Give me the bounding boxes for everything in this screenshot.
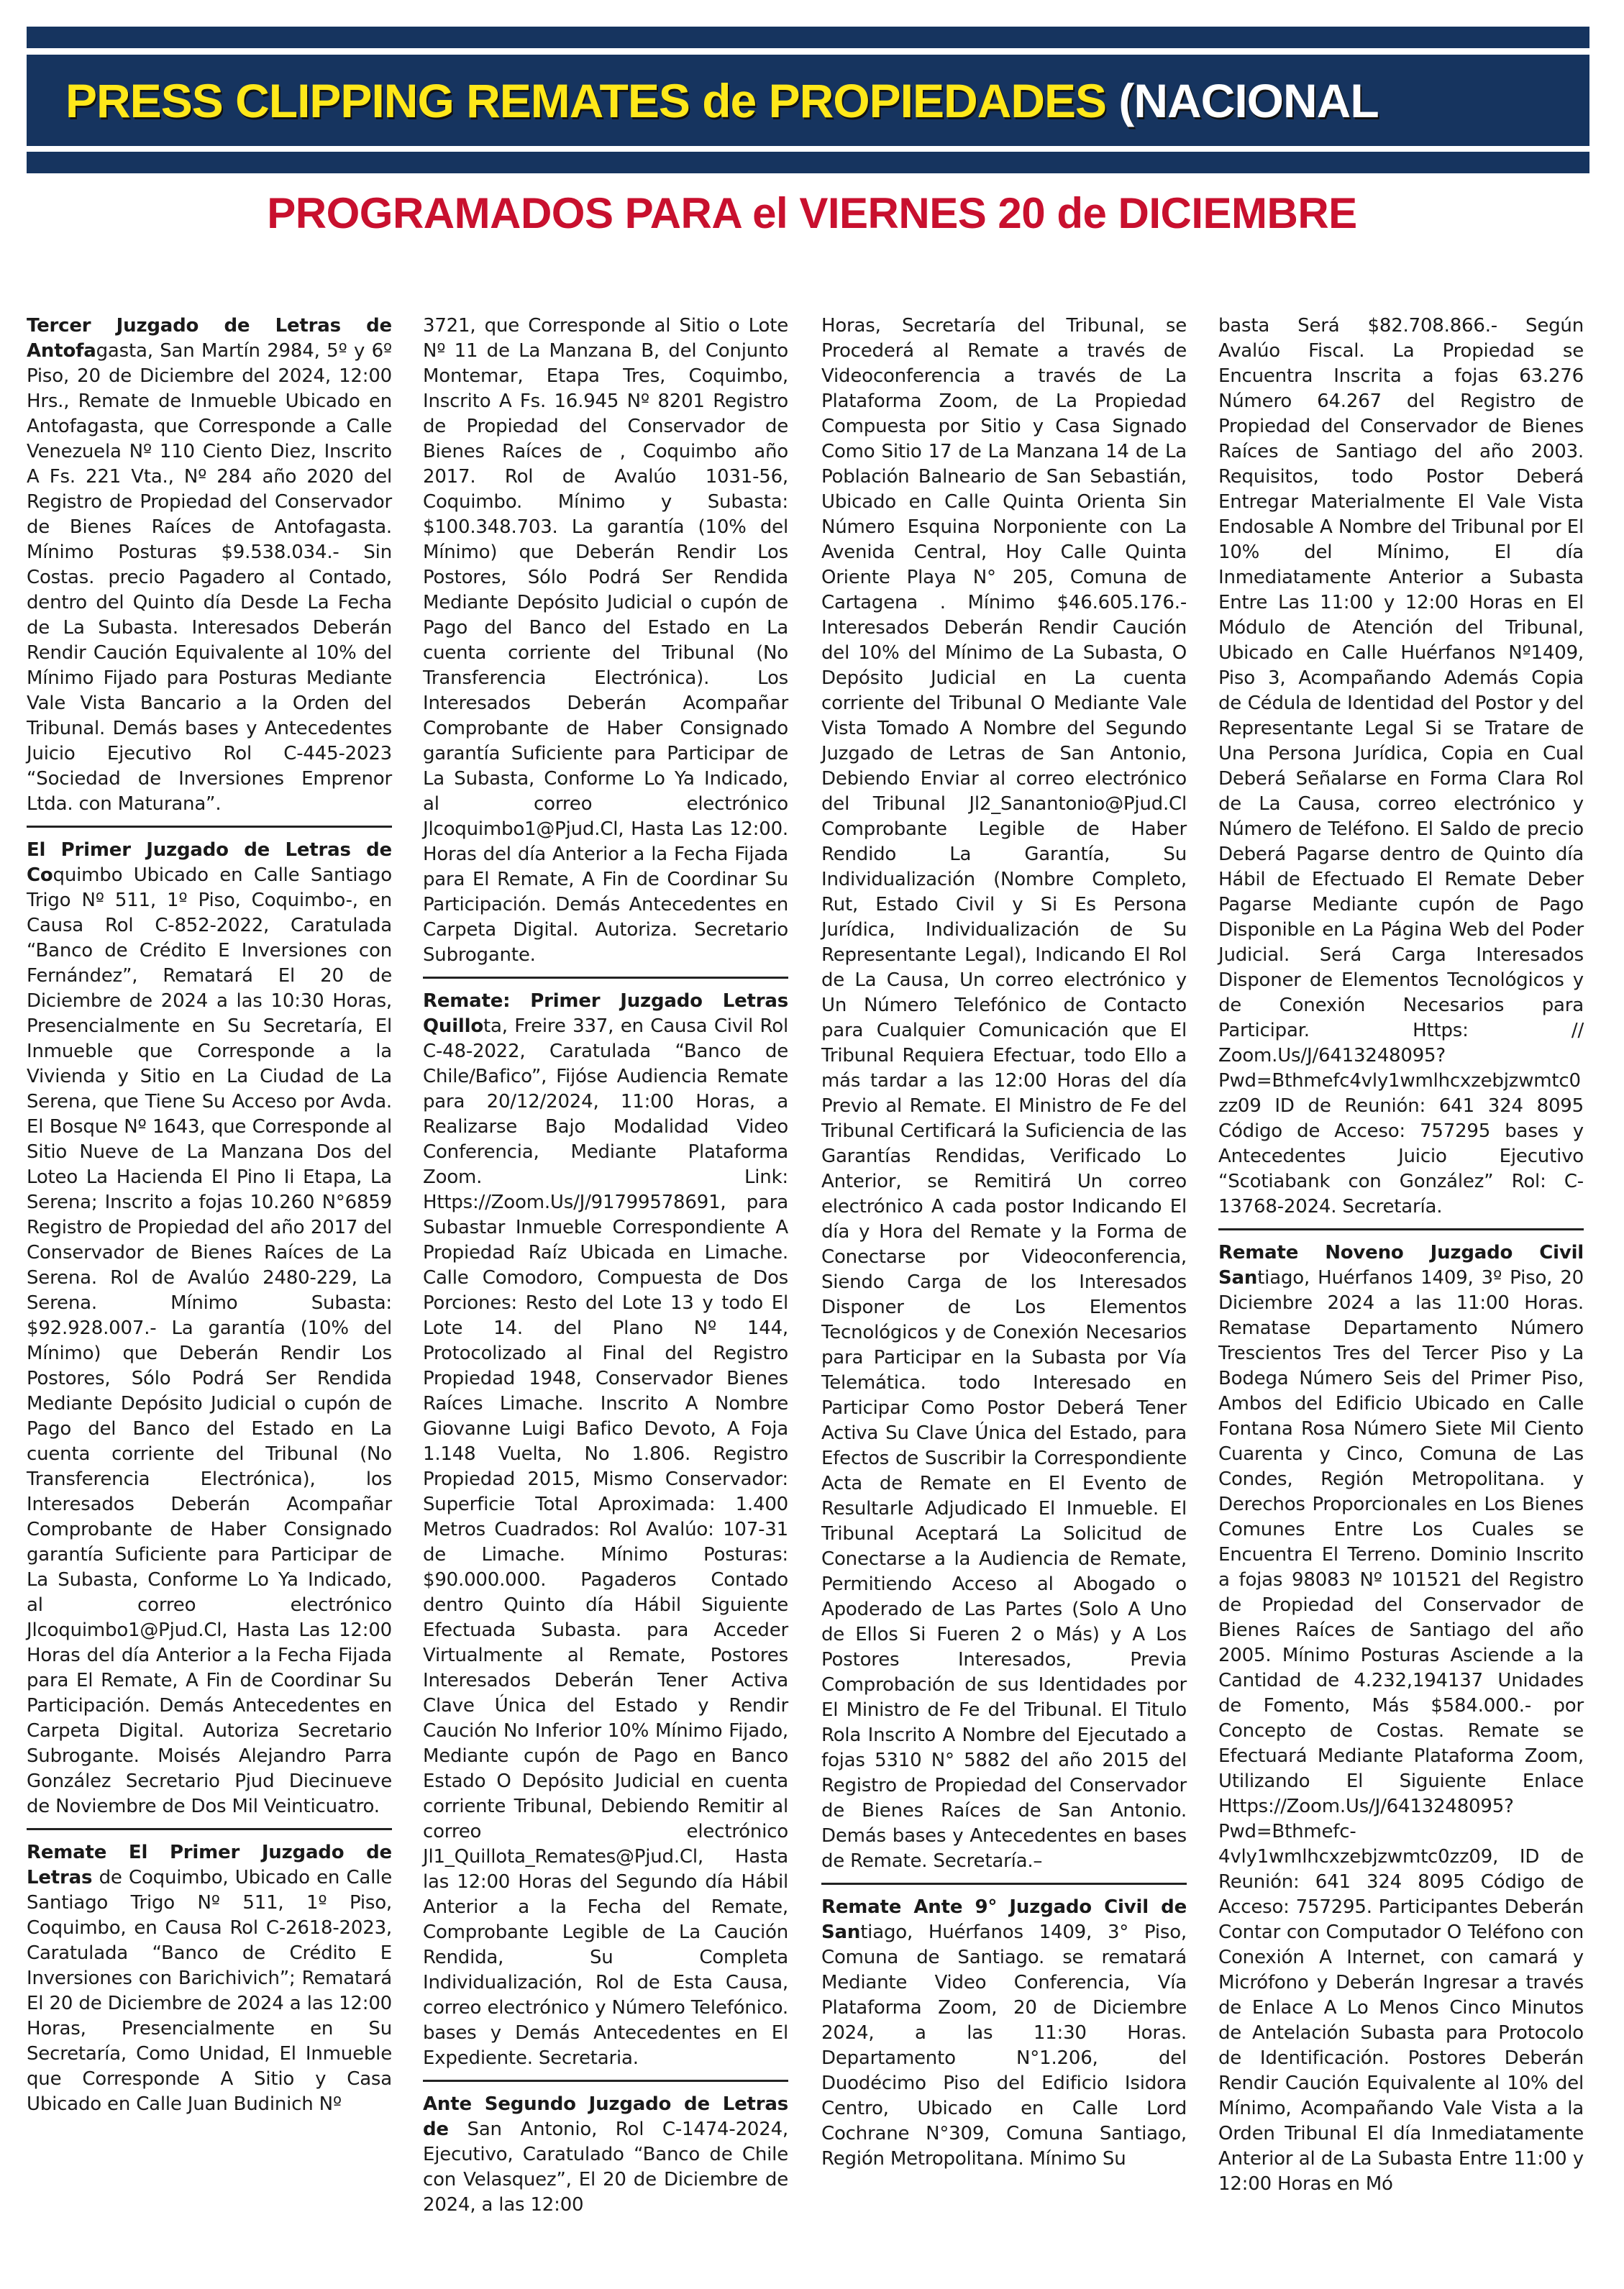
divider bbox=[423, 2080, 788, 2082]
notice-continuation bbox=[821, 314, 1187, 1874]
header-band-bottom bbox=[27, 152, 1589, 173]
title-main: PRESS CLIPPING REMATES de PROPIEDADES bbox=[65, 73, 1119, 127]
notice-body: quimbo Ubicado en Calle Santiago Trigo Nº 511, 1º Piso, Coquimbo-, en Causa Rol C-852-2022, Caratulada “Banco de Crédito E Inversiones con Fernández”, Rematará El 20 de Diciembre de 2024 a las 10:30 Horas, Presencialmente en Su Secretaría, El Inmueble que Corresponde a la Vivienda y Sitio en La Ciudad de La Serena, que Tiene Su Acceso por Avda. El Bosque Nº 1643, que Corresponde al Sitio Nueve de La Manzana Dos del Loteo La Hacienda El Pino Ii Etapa, La Serena; Inscrito a fojas 10.260 N°6859 Registro de Propiedad del año 2017 del Conservador de Bienes Raíces de La Serena. Rol de Avalúo 2480-229, La Serena. Mínimo Subasta: $92.928.007.- La garantía (10% del Mínimo) que Deberán Rendir Los Postores, Sólo Podrá Ser Rendida Mediante Depósito Judicial o cupón de Pago del Banco del Estado en La cuenta corriente del Tribunal (No Transferencia Electrónica), los Interesados Deberán Acompañar Comprobante de Haber Consignado garantía Suficiente para Participar de La Subasta, Conforme Lo Ya Indicado, al correo electrónico Jlcoquimbo1@Pjud.Cl, Hasta Las 12:00 Horas del día Anterior a la Fecha Fijada para El Remate, A Fin de Coordinar Su Participación. Demás Antecedentes en Carpeta Digital. Autoriza Secretario Subrogante. Moisés Alejandro Parra González Secretario Pjud Diecinueve de Noviembre de Dos Mil Veinticuatro. bbox=[27, 864, 392, 1817]
divider bbox=[423, 977, 788, 979]
divider bbox=[27, 826, 392, 828]
column-4 bbox=[1218, 314, 1584, 2197]
notice-lead: El Primer Juzgado de Letras de Co bbox=[27, 839, 392, 886]
notice-body: ta, Freire 337, en Causa Civil Rol C-48-2022, Caratulada “Banco de Chile/Bafico”, Fijóse Audiencia Remate para 20/12/2024, 11:00 Horas, a Realizarse Bajo Modalidad Video Conferencia, Mediante Plataforma Zoom. Link: Https://Zoom.Us/J/91799578691, para Subastar Inmueble Correspondiente A Propiedad Raíz Ubicada en Limache. Calle Comodoro, Compuesta de Dos Porciones: Resto del Lote 13 y todo El Lote 14. del Plano Nº 144, Protocolizado al Final del Registro Propiedad 1948, Conservador Bienes Raíces Limache. Inscrito A Nombre Giovanne Luigi Bafico Devoto, A Foja 1.148 Vuelta, No 1.806. Registro Propiedad 2015, Mismo Conservador: Superficie Total Aproximada: 1.400 Metros Cuadrados: Rol Avalúo: 107-31 de Limache. Mínimo Posturas: $90.000.000. Pagaderos Contado dentro Quinto día Hábil Siguiente Efectuada Subasta. para Acceder Virtualmente al Remate, Postores Interesados Deberán Tener Activa Clave Única del Estado y Rendir Caución No Inferior 10% Mínimo Fijado, Mediante cupón de Pago en Banco Estado O Depósito Judicial en cuenta corriente Tribunal, Debiendo Remitir al correo electrónico Jl1_Quillota_Remates@Pjud.Cl, Hasta las 12:00 Horas del Segundo día Hábil Anterior a la Fecha del Remate, Comprobante Legible de La Caución Rendida, Su Completa Individualización, Rol de Esta Causa, correo electrónico y Número Telefónico. bases y Demás Antecedentes en El Expediente. Secretaria. bbox=[423, 1015, 788, 2069]
column-2 bbox=[423, 314, 788, 2218]
notice bbox=[27, 1840, 392, 2117]
notice-body: San Antonio, Rol C-1474-2024, Ejecutivo, Caratulado “Banco de Chile con Velasquez”, El 20 de Diciembre de 2024, a las 12:00 bbox=[423, 2119, 788, 2216]
notice-lead: Ante Segundo Juzgado de Letras de bbox=[423, 2093, 788, 2140]
notice-lead: Tercer Juzgado de Letras de Antofa bbox=[27, 315, 392, 362]
divider bbox=[27, 1828, 392, 1830]
divider bbox=[821, 1883, 1187, 1885]
column-1 bbox=[27, 314, 392, 2117]
notice bbox=[423, 989, 788, 2071]
notice-lead: Remate: Primer Juzgado Letras Quillo bbox=[423, 990, 788, 1037]
divider bbox=[1218, 1228, 1584, 1230]
notice-body: Horas, Secretaría del Tribunal, se Procederá al Remate a través de Videoconferencia a través de La Plataforma Zoom, de La Propiedad Compuesta por Sitio y Casa Signado Como Sitio 17 de La Manzana 14 de La Población Balneario de San Sebastián, Ubicado en Calle Quinta Orienta Sin Número Esquina Norponiente con La Avenida Central, Hoy Calle Quinta Oriente Playa N° 205, Comuna de Cartagena . Mínimo $46.605.176.- Interesados Deberán Rendir Caución del 10% del Mínimo de La Subasta, O Depósito Judicial en La cuenta corriente del Tribunal O Mediante Vale Vista Tomado A Nombre del Segundo Juzgado de Letras de San Antonio, Debiendo Enviar al correo electrónico del Tribunal Jl2_Sanantonio@Pjud.Cl Comprobante Legible de Haber Rendido La Garantía, Su Individualización (Nombre Completo, Rut, Estado Civil y Si Es Persona Jurídica, Individualización de Su Representante Legal), Indicando El Rol de La Causa, Un correo electrónico y Un Número Telefónico de Contacto para Cualquier Comunicación que El Tribunal Requiera Efectuar, todo Ello a más tardar a las 12:00 Horas del día Previo al Remate. El Ministro de Fe del Tribunal Certificará la Suficiencia de las Garantías Rendidas, Verificado Lo Anterior, se Remitirá Un correo electrónico A cada postor Indicando El día y Hora del Remate y la Forma de Conectarse por Videoconferencia, Siendo Carga de los Interesados Disponer de Los Elementos Tecnológicos y de Conexión Necesarios para Participar en la Subasta por Vía Telemática. todo Interesado en Participar Como Postor Deberá Tener Activa Su Clave Única del Estado, para Efectos de Suscribir la Correspondiente Acta de Remate en El Evento de Resultarle Adjudicado El Inmueble. El Tribunal Aceptará La Solicitud de Conectarse a la Audiencia de Remate, Permitiendo Acceso al Abogado o Apoderado de Las Partes (Solo A Uno de Ellos Si Fueren 2 o Más) y A Los Postores Interesados, Previa Comprobación de sus Identidades por El Ministro de Fe del Tribunal. El Titulo Rola Inscrito A Nombre del Ejecutado a fojas 5310 N° 5882 del año 2015 del Registro de Propiedad del Conservador de Bienes Raíces de San Antonio. Demás bases y Antecedentes en bases de Remate. Secretaría.– bbox=[821, 315, 1187, 1872]
notice bbox=[821, 1895, 1187, 2172]
notice-continuation bbox=[423, 314, 788, 968]
page-title bbox=[65, 73, 1379, 128]
notice bbox=[27, 838, 392, 1819]
notice-lead: Remate Ante 9° Juzgado Civil de San bbox=[821, 1896, 1187, 1943]
notice-continuation bbox=[1218, 314, 1584, 1220]
notice-body: basta Será $82.708.866.- Según Avalúo Fiscal. La Propiedad se Encuentra Inscrita a fojas 63.276 Número 64.267 del Registro de Propiedad del Conservador de Bienes Raíces de Santiago del año 2003. Requisitos, todo Postor Deberá Entregar Materialmente El Vale Vista Endosable A Nombre del Tribunal por El 10% del Mínimo, El día Inmediatamente Anterior a Subasta Entre Las 11:00 y 12:00 Horas en El Módulo de Atención del Tribunal, Ubicado en Calle Huérfanos Nº1409, Piso 3, Acompañando Además Copia de Cédula de Identidad del Postor y del Representante Legal Si se Tratare de Una Persona Jurídica, Copia en Cual Deberá Señalarse en Forma Clara Rol de La Causa, correo electrónico y Número de Teléfono. El Saldo de precio Deberá Pagarse dentro de Quinto día Hábil de Efectuado El Remate Deber Pagarse Mediante cupón de Pago Disponible en La Página Web del Poder Judicial. Será Carga Interesados Disponer de Elementos Tecnológicos y de Conexión Necesarios para Participar. Https: // Zoom.Us/J/6413248095?Pwd=Bthmefc4vly1wmlhcxzebjzwmtc0zz09 ID de Reunión: 641 324 8095 Código de Acceso: 757295 bases y Antecedentes Juicio Ejecutivo “Scotiabank con González” Rol: C-13768-2024. Secretaría. bbox=[1218, 315, 1584, 1217]
header-band-top bbox=[27, 27, 1589, 48]
notice bbox=[423, 2092, 788, 2218]
notice-body: tiago, Huérfanos 1409, 3º Piso, 20 Diciembre 2024 a las 11:00 Horas. Rematase Departamento Número Trescientos Tres del Tercer Piso y La Bodega Número Seis del Primer Piso, Ambos del Edificio Ubicado en Calle Fontana Rosa Número Siete Mil Ciento Cuarenta y Cinco, Comuna de Las Condes, Región Metropolitana. y Derechos Proporcionales en Los Bienes Comunes Entre Los Cuales se Encuentra El Terreno. Dominio Inscrito a fojas 98083 Nº 101521 del Registro de Propiedad del Conservador de Bienes Raíces de Santiago del año 2005. Mínimo Posturas Asciende a la Cantidad de 4.232,194137 Unidades de Fomento, Más $584.000.- por Concepto de Costas. Remate se Efectuará Mediante Plataforma Zoom, Utilizando El Siguiente Enlace Https://Zoom.Us/J/6413248095?Pwd=Bthmefc-4vly1wmlhcxzebjzwmtc0zz09, ID de Reunión: 641 324 8095 Código de Acceso: 757295. Participantes Deberán Contar con Computador O Teléfono con Conexión A Internet, con camará y Micrófono y Deberán Ingresar a través de Enlace A Lo Menos Cinco Minutos de Antelación Subasta para Protocolo de Identificación. Postores Deberán Rendir Caución Equivalente al 10% del Mínimo, Acompañando Vale Vista a la Orden Tribunal El día Inmediatamente Anterior al de La Subasta Entre 11:00 y 12:00 Horas en Mó bbox=[1218, 1267, 1584, 2195]
notice-body: tiago, Huérfanos 1409, 3° Piso, Comuna de Santiago. se rematará Mediante Video Conferencia, Vía Plataforma Zoom, 20 de Diciembre 2024, a las 11:30 Horas. Departamento N°1.206, del Duodécimo Piso del Edificio Isidora Centro, Ubicado en Calle Lord Cochrane N°309, Comuna Santiago, Región Metropolitana. Mínimo Su bbox=[821, 1922, 1187, 2170]
notice-body: gasta, San Martín 2984, 5º y 6º Piso, 20 de Diciembre del 2024, 12:00 Hrs., Remate de Inmueble Ubicado en Antofagasta, que Corresponde a Calle Venezuela Nº 110 Ciento Diez, Inscrito A Fs. 221 Vta., Nº 284 año 2020 del Registro de Propiedad del Conservador de Bienes Raíces de Antofagasta. Mínimo Posturas $9.538.034.- Sin Costas. precio Pagadero al Contado, dentro del Quinto día Desde La Fecha de La Subasta. Interesados Deberán Rendir Caución Equivalente al 10% del Mínimo Fijado para Posturas Mediante Vale Vista Bancario a la Orden del Tribunal. Demás bases y Antecedentes Juicio Ejecutivo Rol C-445-2023 “Sociedad de Inversiones Emprenor Ltda. con Maturana”. bbox=[27, 340, 392, 815]
page-subtitle: PROGRAMADOS PARA el VIERNES 20 de DICIEMBRE bbox=[267, 189, 1357, 237]
notice-lead: Remate El Primer Juzgado de Letras bbox=[27, 1842, 392, 1888]
notice bbox=[27, 314, 392, 817]
notice-lead: Remate Noveno Juzgado Civil San bbox=[1218, 1242, 1584, 1289]
notice bbox=[1218, 1241, 1584, 2197]
notice-body: de Coquimbo, Ubicado en Calle Santiago Trigo Nº 511, 1º Piso, Coquimbo, en Causa Rol C-2618-2023, Caratulada “Banco de Crédito E Inversiones con Barichivich”; Rematará El 20 de Diciembre de 2024 a las 12:00 Horas, Presencialmente en Su Secretaría, Como Unidad, El Inmueble que Corresponde A Sitio y Casa Ubicado en Calle Juan Budinich Nº bbox=[27, 1867, 392, 2115]
column-3 bbox=[821, 314, 1187, 2172]
header-banner bbox=[27, 55, 1589, 146]
title-nacional: (NACIONAL bbox=[1118, 73, 1379, 127]
notice-body: 3721, que Corresponde al Sitio o Lote Nº 11 de La Manzana B, del Conjunto Montemar, Etapa Tres, Coquimbo, Inscrito A Fs. 16.945 Nº 8201 Registro de Propiedad del Conservador de Bienes Raíces de , Coquimbo año 2017. Rol de Avalúo 1031-56, Coquimbo. Mínimo y Subasta: $100.348.703. La garantía (10% del Mínimo) que Deberán Rendir Los Postores, Sólo Podrá Ser Rendida Mediante Depósito Judicial o cupón de Pago del Banco del Estado en La cuenta corriente del Tribunal (No Transferencia Electrónica). Los Interesados Deberán Acompañar Comprobante de Haber Consignado garantía Suficiente para Participar de La Subasta, Conforme Lo Ya Indicado, al correo electrónico Jlcoquimbo1@Pjud.Cl, Hasta Las 12:00. Horas del día Anterior a la Fecha Fijada para El Remate, A Fin de Coordinar Su Participación. Demás Antecedentes en Carpeta Digital. Autoriza. Secretario Subrogante. bbox=[423, 315, 788, 966]
